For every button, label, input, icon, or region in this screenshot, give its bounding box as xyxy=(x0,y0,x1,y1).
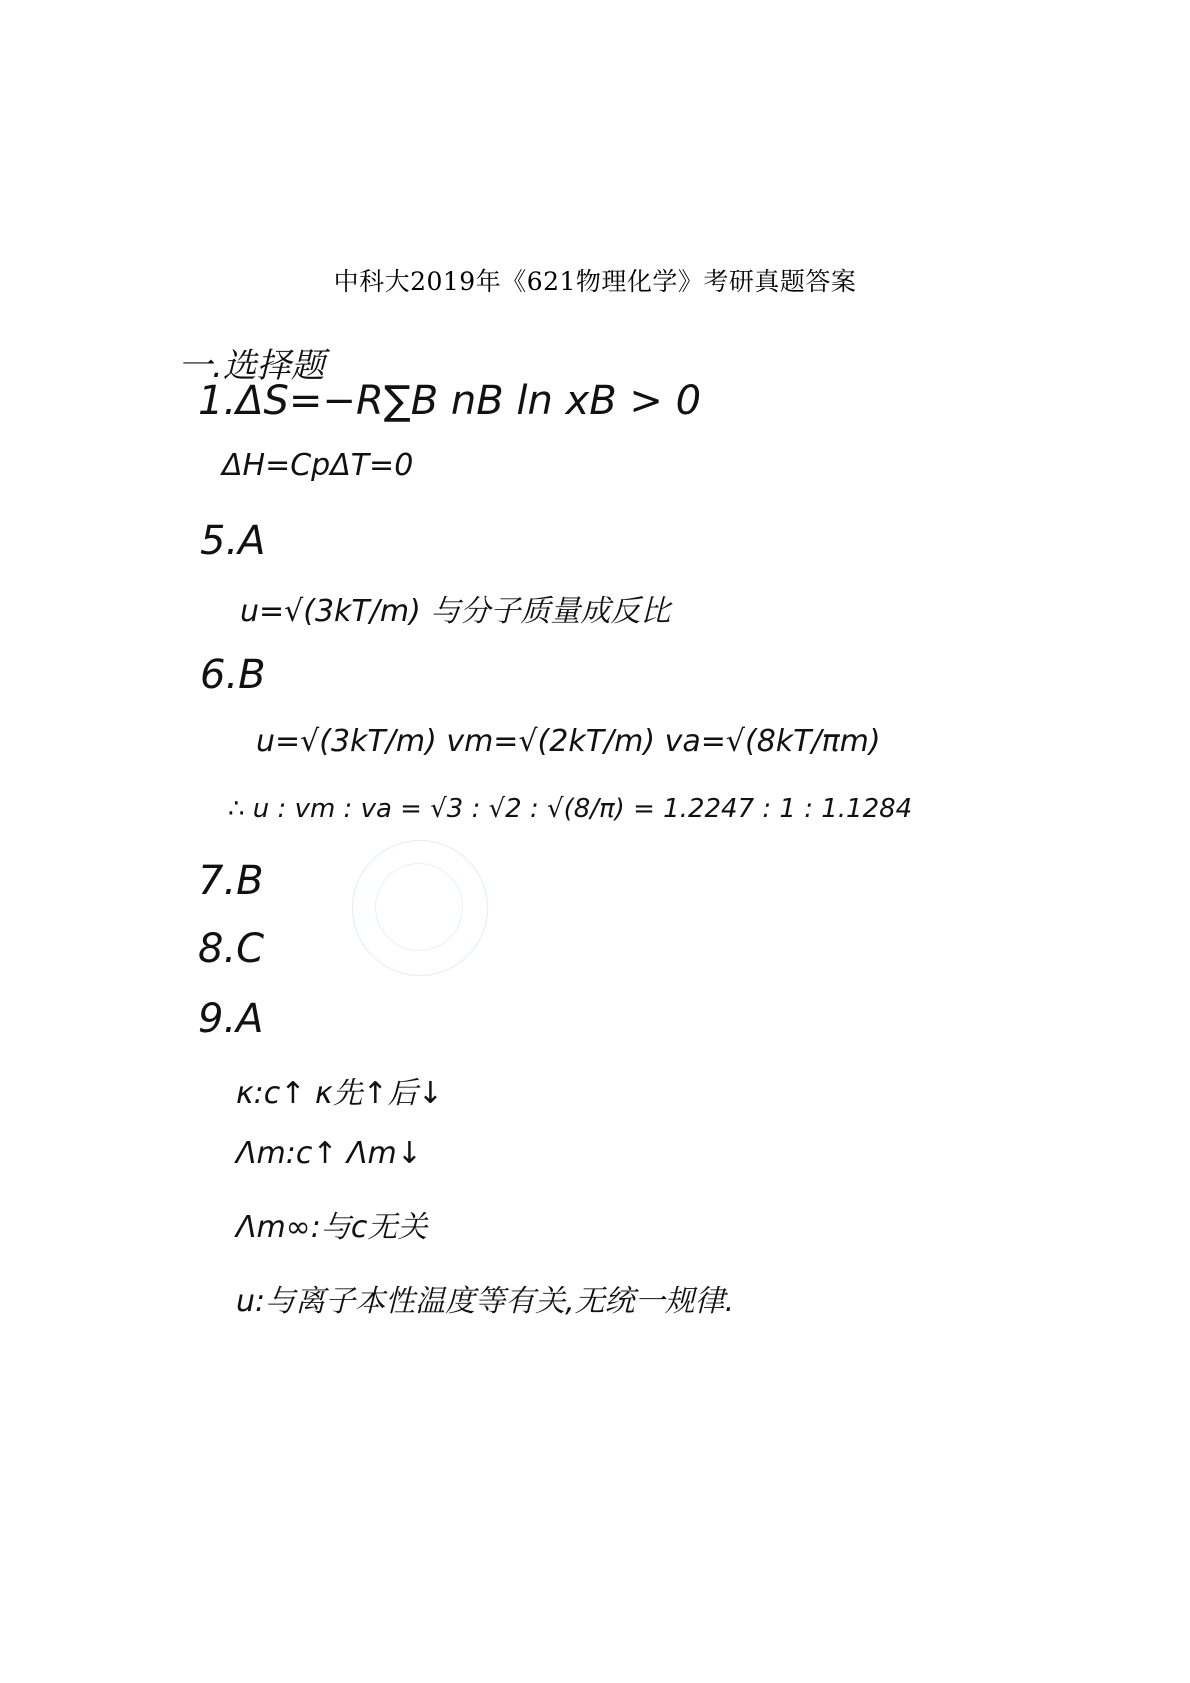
answer-line: κ:c↑ κ先↑后↓ xyxy=(236,1076,443,1111)
section-heading: 一.选择题 xyxy=(178,346,325,386)
question-answer: 8.C xyxy=(198,926,265,972)
answer-line: u=√(3kT/m) vm=√(2kT/m) va=√(8kT/πm) xyxy=(256,724,881,759)
question-answer: 7.B xyxy=(198,858,264,904)
answer-line: 1.ΔS=−R∑B nB ln xB > 0 xyxy=(198,378,702,424)
watermark-seal xyxy=(352,840,488,976)
answer-line: ∴ u : vm : va = √3 : √2 : √(8/π) = 1.2247 : 1 : 1.1284 xyxy=(228,794,913,824)
answer-line: Λm∞:与c无关 xyxy=(236,1210,428,1245)
page-title: 中科大2019年《621物理化学》考研真题答案 xyxy=(333,267,857,296)
question-answer: 6.B xyxy=(200,652,266,698)
answer-line: ΔH=CpΔT=0 xyxy=(222,448,414,483)
answer-line: u=√(3kT/m) 与分子质量成反比 xyxy=(240,594,671,629)
answer-line: Λm:c↑ Λm↓ xyxy=(236,1136,422,1171)
question-answer: 5.A xyxy=(200,518,266,564)
answer-line: u:与离子本性温度等有关,无统一规律. xyxy=(236,1284,735,1319)
question-answer: 9.A xyxy=(198,996,264,1042)
